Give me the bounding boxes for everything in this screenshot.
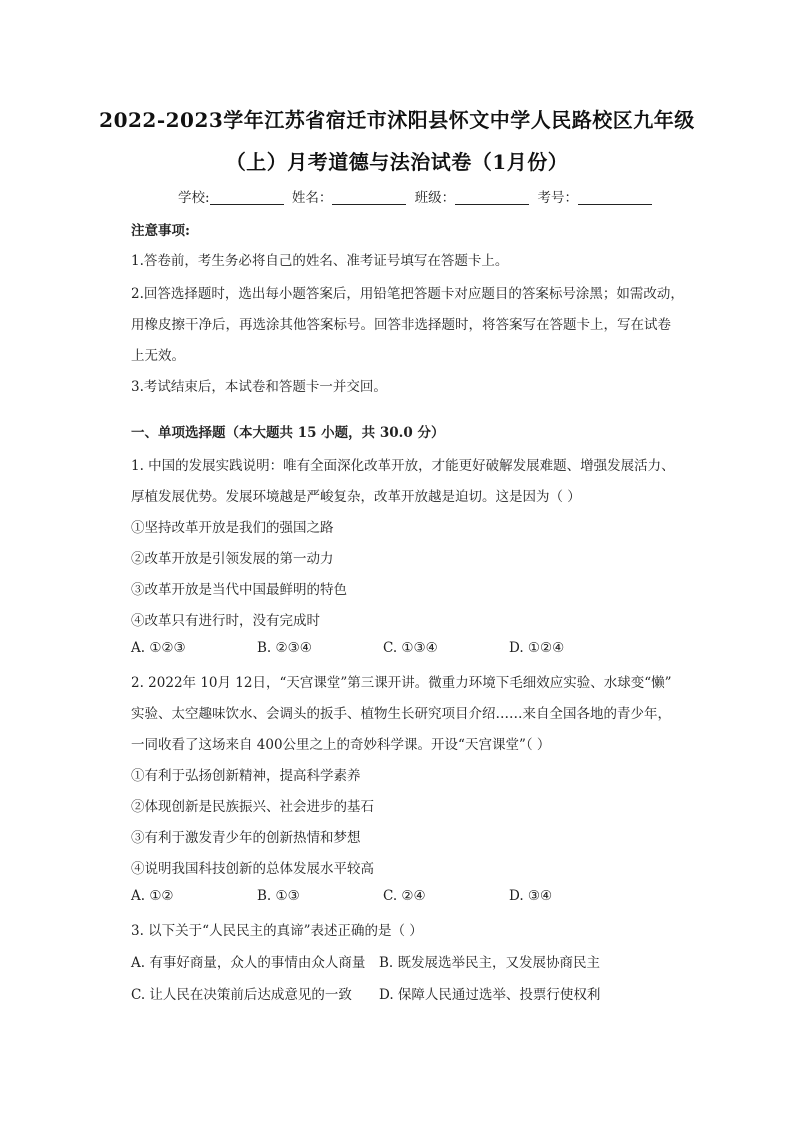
q2-statement-2: ②体现创新是民族振兴、社会进步的基石 [131, 799, 374, 815]
q1-statement-2: ②改革开放是引领发展的第一动力 [131, 551, 334, 567]
q1-option-d: D. ①②④ [509, 640, 565, 656]
q2-stem-line1: 2. 2022年 10月 12日，“天宫课堂”第三课开讲。微重力环境下毛细效应实验、水球变“懒” [131, 675, 672, 691]
exam-number-label: 考号： [537, 190, 578, 206]
notice-item-2-line2: 用橡皮擦干净后，再选涂其他答案标号。回答非选择题时，将答案写在答题卡上，写在试卷 [131, 317, 671, 333]
section-1-heading: 一、单项选择题（本大题共 15 小题，共 30.0 分） [131, 425, 445, 441]
q2-option-a: A. ①② [131, 888, 174, 904]
class-blank [455, 190, 529, 205]
notice-item-3: 3.考试结束后，本试卷和答题卡一并交回。 [131, 379, 387, 395]
q3-option-d: D. 保障人民通过选举、投票行使权利 [379, 987, 601, 1003]
q2-stem-line3: 一同收看了这场来自 400公里之上的奇妙科学课。开设“天宫课堂”（ ） [131, 737, 551, 753]
notice-item-1: 1.答卷前，考生务必将自己的姓名、准考证号填写在答题卡上。 [131, 253, 509, 269]
q2-statement-1: ①有利于弘扬创新精神，提高科学素养 [131, 768, 361, 784]
exam-title-line2: （上）月考道德与法治试卷（1月份） [225, 150, 569, 174]
q1-statement-1: ①坚持改革开放是我们的强国之路 [131, 520, 334, 536]
q1-option-c: C. ①③④ [383, 640, 438, 656]
exam-title-line1: 2022-2023学年江苏省宿迁市沭阳县怀文中学人民路校区九年级 [99, 108, 695, 132]
notice-heading: 注意事项: [131, 223, 190, 239]
school-blank [210, 190, 284, 205]
q2-stem-line2: 实验、太空趣味饮水、会调头的扳手、植物生长研究项目介绍……来自全国各地的青少年， [131, 706, 671, 722]
student-info-fields [178, 186, 656, 206]
school-label: 学校: [178, 190, 210, 206]
name-blank [332, 190, 406, 205]
q3-option-a: A. 有事好商量，众人的事情由众人商量 [131, 955, 366, 971]
q1-stem-line2: 厚植发展优势。发展环境越是严峻复杂，改革开放越是迫切。这是因为（ ） [131, 489, 581, 505]
notice-item-2-line1: 2.回答选择题时，选出每小题答案后，用铅笔把答题卡对应题目的答案标号涂黑；如需改动， [131, 286, 684, 302]
q3-stem: 3. 以下关于“人民民主的真谛”表述正确的是（ ） [131, 923, 423, 939]
name-label: 姓名： [291, 190, 333, 206]
q2-option-d: D. ③④ [509, 888, 553, 904]
q1-option-a: A. ①②③ [131, 640, 186, 656]
q2-statement-3: ③有利于激发青少年的创新热情和梦想 [131, 830, 361, 846]
exam-number-blank [578, 190, 652, 205]
q1-statement-4: ④改革只有进行时，没有完成时 [131, 613, 320, 629]
q2-option-b: B. ①③ [257, 888, 300, 904]
q1-statement-3: ③改革开放是当代中国最鲜明的特色 [131, 582, 347, 598]
class-label: 班级： [414, 190, 456, 206]
notice-item-2-line3: 上无效。 [131, 348, 185, 364]
q2-statement-4: ④说明我国科技创新的总体发展水平较高 [131, 861, 374, 877]
q2-option-c: C. ②④ [383, 888, 426, 904]
q3-option-c: C. 让人民在决策前后达成意见的一致 [131, 987, 352, 1003]
q1-option-b: B. ②③④ [257, 640, 312, 656]
q1-stem-line1: 1. 中国的发展实践说明：唯有全面深化改革开放，才能更好破解发展难题、增强发展活力、 [131, 458, 675, 474]
q3-option-b: B. 既发展选举民主，又发展协商民主 [379, 955, 601, 971]
